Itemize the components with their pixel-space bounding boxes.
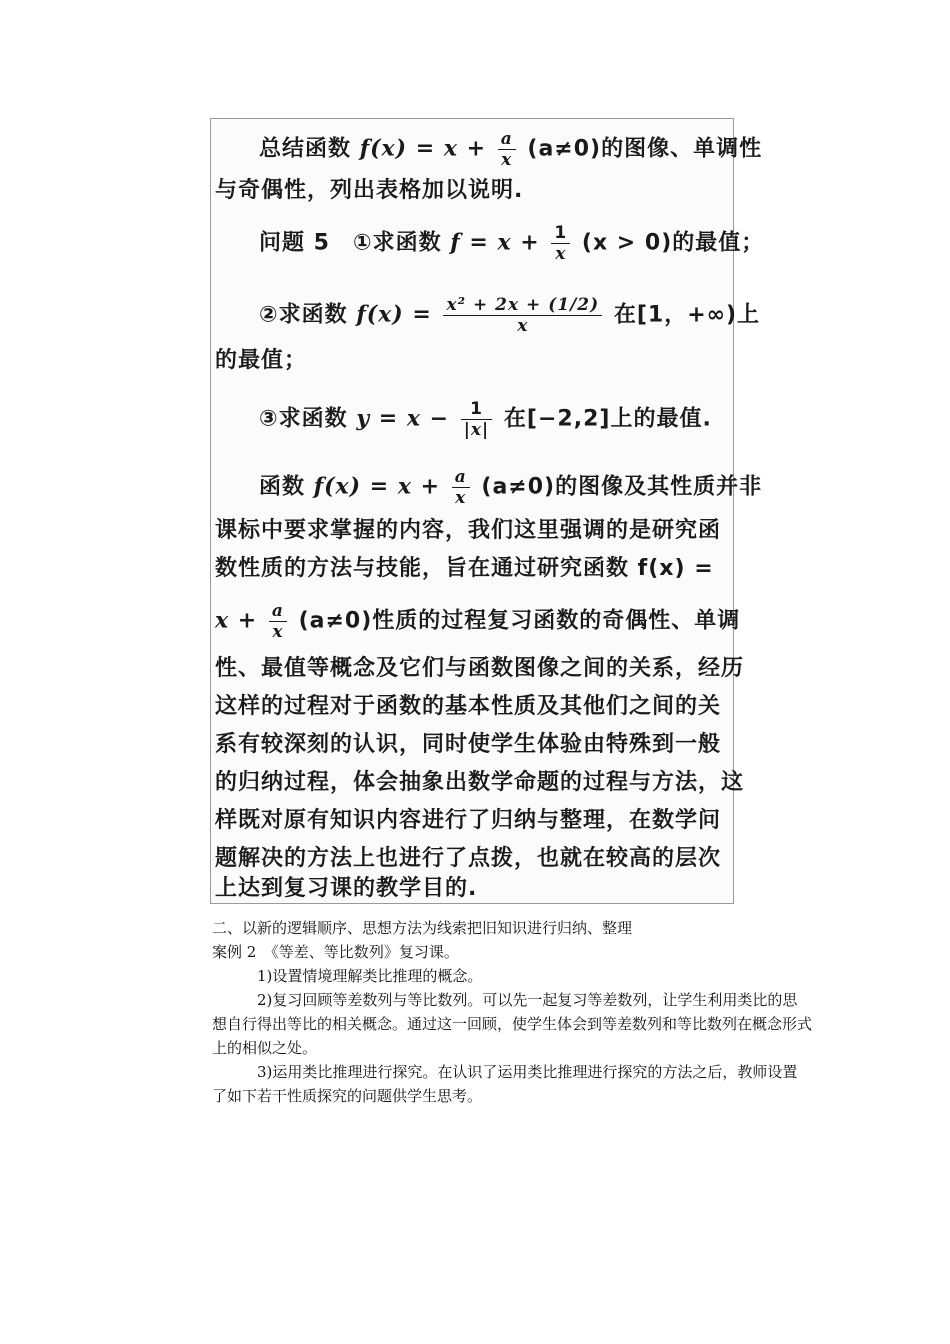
scan-line-16: 题解决的方法上也进行了点拨，也就在较高的层次 bbox=[215, 846, 722, 871]
scan-line-17: 上达到复习课的教学目的. bbox=[215, 876, 478, 901]
fraction-a-over-x: $\frac{a}{x}$ bbox=[498, 129, 516, 170]
scan-line-14: 的归纳过程，体会抽象出数学命题的过程与方法，这 bbox=[215, 770, 745, 795]
scan-line-6: ③求函数 y = x − $\frac{1}{|x|}$ 在[−2,2]上的最值. bbox=[259, 399, 712, 440]
fraction-1-over-abs-x: $\frac{1}{|x|}$ bbox=[461, 399, 493, 440]
scan-line-8: 课标中要求掌握的内容，我们这里强调的是研究函 bbox=[215, 518, 722, 543]
scan-line-2: 与奇偶性，列出表格加以说明. bbox=[215, 178, 524, 203]
scan-line-7: 函数 f(x) = x + $\frac{a}{x}$ (a≠0)的图像及其性质并非 bbox=[259, 467, 763, 508]
fraction-1-over-x: $\frac{1}{x}$ bbox=[551, 223, 570, 264]
fraction-a-over-x-2: $\frac{a}{x}$ bbox=[452, 467, 470, 508]
list-item-2: 2)复习回顾等差数列与等比数列。可以先一起复习等差数列，让学生利用类比的思想自行得出等比的相关概念。通过这一回顾，使学生体会到等差数列和等比数列在概念形式上的相似之处。 bbox=[212, 991, 813, 1057]
scan-line-11: 性、最值等概念及它们与函数图像之间的关系，经历 bbox=[215, 656, 745, 681]
scan-line-12: 这样的过程对于函数的基本性质及其他们之间的关 bbox=[215, 694, 722, 719]
case-title: 案例 2 《等差、等比数列》复习课。 bbox=[212, 943, 459, 961]
scan-line-13: 系有较深刻的认识，同时使学生体验由特殊到一般 bbox=[215, 732, 722, 757]
fraction-polynomial-over-x: $\frac{\text{x² + 2x + (1/2)}}{x}$ bbox=[443, 295, 602, 336]
fraction-a-over-x-3: $\frac{a}{x}$ bbox=[269, 601, 287, 642]
scan-line-3: 问题 5 ①求函数 f = x + $\frac{1}{x}$ (x > 0)的最值； bbox=[259, 223, 765, 264]
scan-line-4: ②求函数 f(x) = $\frac{\text{x² + 2x + (1/2)}}{x}$ 在[1，+∞)上 bbox=[259, 295, 761, 336]
section-heading: 二、以新的逻辑顺序、思想方法为线索把旧知识进行归纳、整理 bbox=[212, 919, 633, 937]
scan-line-9: 数性质的方法与技能，旨在通过研究函数 f(x) = bbox=[215, 556, 714, 581]
list-item-3: 3)运用类比推理进行探究。在认识了运用类比推理进行探究的方法之后，教师设置了如下若干性质探究的问题供学生思考。 bbox=[212, 1063, 798, 1105]
scan-line-5: 的最值； bbox=[215, 348, 308, 373]
document-body bbox=[212, 916, 812, 1108]
scanned-textbook-excerpt bbox=[210, 118, 765, 904]
scan-line-10: x + $\frac{a}{x}$ (a≠0)性质的过程复习函数的奇偶性、单调 bbox=[215, 601, 741, 642]
list-item-1: 1)设置情境理解类比推理的概念。 bbox=[257, 967, 483, 985]
scan-line-15: 样既对原有知识内容进行了归纳与整理，在数学问 bbox=[215, 808, 722, 833]
scan-line-1: 总结函数 f(x) = x + $\frac{a}{x}$ (a≠0)的图像、单调性 bbox=[259, 129, 763, 170]
